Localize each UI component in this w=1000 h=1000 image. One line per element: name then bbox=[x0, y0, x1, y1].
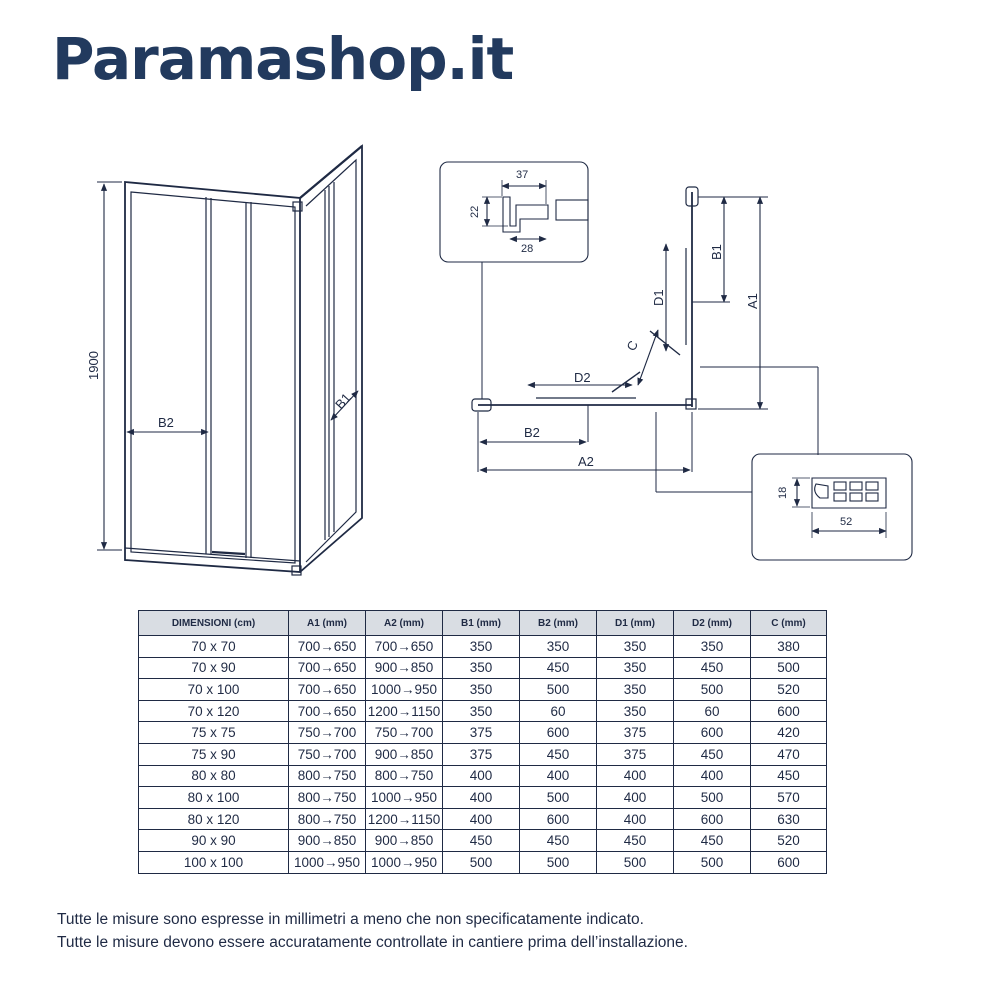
table-cell: 375 bbox=[597, 722, 674, 744]
table-cell: 90 x 90 bbox=[139, 830, 289, 852]
plan-d2-label: D2 bbox=[574, 370, 591, 385]
plan-b2-label: B2 bbox=[524, 425, 540, 440]
table-cell: 350 bbox=[597, 679, 674, 701]
table-cell: 1000→950 bbox=[366, 679, 443, 701]
bottom-profile-detail bbox=[752, 454, 912, 560]
table-cell: 630 bbox=[751, 808, 827, 830]
table-cell: 450 bbox=[751, 765, 827, 787]
table-cell: 400 bbox=[597, 808, 674, 830]
table-row bbox=[139, 722, 827, 744]
table-header-row bbox=[139, 611, 827, 636]
table-cell: 75 x 75 bbox=[139, 722, 289, 744]
detail-37-label: 37 bbox=[516, 169, 529, 181]
table-cell: 500 bbox=[751, 657, 827, 679]
table-cell: 800→750 bbox=[289, 787, 366, 809]
table-cell: 400 bbox=[520, 765, 597, 787]
table-cell: 600 bbox=[674, 722, 751, 744]
table-cell: 900→850 bbox=[289, 830, 366, 852]
plan-c-label: C bbox=[623, 338, 642, 354]
table-row bbox=[139, 743, 827, 765]
table-cell: 70 x 120 bbox=[139, 700, 289, 722]
table-cell: 700→650 bbox=[366, 636, 443, 658]
header-a2: A2 (mm) bbox=[366, 611, 443, 636]
table-cell: 500 bbox=[520, 787, 597, 809]
header-d1: D1 (mm) bbox=[597, 611, 674, 636]
table-cell: 400 bbox=[443, 787, 520, 809]
table-cell: 400 bbox=[674, 765, 751, 787]
table-cell: 900→850 bbox=[366, 830, 443, 852]
table-cell: 350 bbox=[443, 657, 520, 679]
table-cell: 1200→1150 bbox=[366, 808, 443, 830]
table-cell: 450 bbox=[674, 743, 751, 765]
table-cell: 500 bbox=[674, 851, 751, 873]
table-row bbox=[139, 765, 827, 787]
table-cell: 80 x 120 bbox=[139, 808, 289, 830]
header-dimensioni: DIMENSIONI (cm) bbox=[139, 611, 289, 636]
table-cell: 1000→950 bbox=[289, 851, 366, 873]
plan-view bbox=[472, 187, 818, 492]
table-cell: 80 x 80 bbox=[139, 765, 289, 787]
table-cell: 750→700 bbox=[289, 743, 366, 765]
height-label: 1900 bbox=[86, 351, 101, 380]
detail-52-label: 52 bbox=[840, 516, 853, 528]
table-row bbox=[139, 787, 827, 809]
table-cell: 375 bbox=[443, 722, 520, 744]
table-cell: 750→700 bbox=[289, 722, 366, 744]
table-cell: 700→650 bbox=[289, 700, 366, 722]
table-cell: 380 bbox=[751, 636, 827, 658]
table-row bbox=[139, 700, 827, 722]
plan-a2-label: A2 bbox=[578, 454, 594, 469]
table-cell: 375 bbox=[597, 743, 674, 765]
table-cell: 400 bbox=[443, 808, 520, 830]
table-cell: 75 x 90 bbox=[139, 743, 289, 765]
table-row bbox=[139, 830, 827, 852]
header-c: C (mm) bbox=[751, 611, 827, 636]
table-row bbox=[139, 636, 827, 658]
table-row bbox=[139, 808, 827, 830]
table-cell: 500 bbox=[443, 851, 520, 873]
table-cell: 800→750 bbox=[366, 765, 443, 787]
table-cell: 520 bbox=[751, 679, 827, 701]
table-cell: 700→650 bbox=[289, 657, 366, 679]
table-cell: 80 x 100 bbox=[139, 787, 289, 809]
table-cell: 900→850 bbox=[366, 743, 443, 765]
dimensions-table bbox=[138, 610, 827, 874]
header-b1: B1 (mm) bbox=[443, 611, 520, 636]
table-cell: 1000→950 bbox=[366, 787, 443, 809]
table-cell: 450 bbox=[520, 657, 597, 679]
detail-18-label: 18 bbox=[777, 486, 789, 499]
table-cell: 350 bbox=[520, 636, 597, 658]
detail-28-label: 28 bbox=[521, 243, 534, 255]
table-cell: 400 bbox=[597, 787, 674, 809]
table-cell: 600 bbox=[751, 700, 827, 722]
footnote-units: Tutte le misure sono espresse in millimetri a meno che non specificatamente indicato. bbox=[57, 911, 644, 928]
table-cell: 450 bbox=[520, 830, 597, 852]
table-cell: 700→650 bbox=[289, 679, 366, 701]
table-cell: 800→750 bbox=[289, 765, 366, 787]
front-b2-label: B2 bbox=[158, 415, 174, 430]
table-cell: 70 x 100 bbox=[139, 679, 289, 701]
table-cell: 70 x 90 bbox=[139, 657, 289, 679]
table-cell: 500 bbox=[520, 851, 597, 873]
footnote-check: Tutte le misure devono essere accuratamente controllate in cantiere prima dell’installazione. bbox=[57, 934, 688, 951]
table-cell: 350 bbox=[443, 700, 520, 722]
table-cell: 1000→950 bbox=[366, 851, 443, 873]
table-body bbox=[139, 636, 827, 874]
table-cell: 500 bbox=[674, 679, 751, 701]
table-cell: 420 bbox=[751, 722, 827, 744]
table-cell: 900→850 bbox=[366, 657, 443, 679]
table-cell: 520 bbox=[751, 830, 827, 852]
plan-a1-label: A1 bbox=[745, 293, 760, 309]
brand-logo: Paramashop.it bbox=[52, 25, 514, 93]
table-cell: 60 bbox=[674, 700, 751, 722]
table-cell: 450 bbox=[674, 830, 751, 852]
table-cell: 350 bbox=[597, 700, 674, 722]
plan-dimensions bbox=[480, 197, 760, 470]
plan-d1-label: D1 bbox=[651, 289, 666, 306]
top-profile-detail bbox=[440, 162, 588, 262]
table-cell: 800→750 bbox=[289, 808, 366, 830]
table-cell: 700→650 bbox=[289, 636, 366, 658]
table-cell: 600 bbox=[751, 851, 827, 873]
table-cell: 60 bbox=[520, 700, 597, 722]
table-row bbox=[139, 657, 827, 679]
detail-22-label: 22 bbox=[469, 205, 481, 218]
table-cell: 450 bbox=[520, 743, 597, 765]
table-row bbox=[139, 851, 827, 873]
table-cell: 375 bbox=[443, 743, 520, 765]
table-cell: 400 bbox=[597, 765, 674, 787]
table-cell: 470 bbox=[751, 743, 827, 765]
table-cell: 750→700 bbox=[366, 722, 443, 744]
table-cell: 350 bbox=[597, 636, 674, 658]
table-cell: 600 bbox=[520, 808, 597, 830]
perspective-view bbox=[125, 146, 362, 575]
table-cell: 500 bbox=[597, 851, 674, 873]
table-cell: 450 bbox=[597, 830, 674, 852]
table-cell: 450 bbox=[443, 830, 520, 852]
table-cell: 500 bbox=[674, 787, 751, 809]
table-cell: 350 bbox=[597, 657, 674, 679]
plan-b1-label: B1 bbox=[709, 244, 724, 260]
table-cell: 570 bbox=[751, 787, 827, 809]
table-cell: 600 bbox=[520, 722, 597, 744]
table-cell: 350 bbox=[443, 636, 520, 658]
header-d2: D2 (mm) bbox=[674, 611, 751, 636]
table-cell: 350 bbox=[674, 636, 751, 658]
table-cell: 450 bbox=[674, 657, 751, 679]
table-cell: 100 x 100 bbox=[139, 851, 289, 873]
table-cell: 400 bbox=[443, 765, 520, 787]
header-b2: B2 (mm) bbox=[520, 611, 597, 636]
front-b1-label: B1 bbox=[332, 390, 354, 413]
table-cell: 600 bbox=[674, 808, 751, 830]
table-cell: 350 bbox=[443, 679, 520, 701]
table-cell: 500 bbox=[520, 679, 597, 701]
header-a1: A1 (mm) bbox=[289, 611, 366, 636]
table-row bbox=[139, 679, 827, 701]
table-cell: 1200→1150 bbox=[366, 700, 443, 722]
table-cell: 70 x 70 bbox=[139, 636, 289, 658]
